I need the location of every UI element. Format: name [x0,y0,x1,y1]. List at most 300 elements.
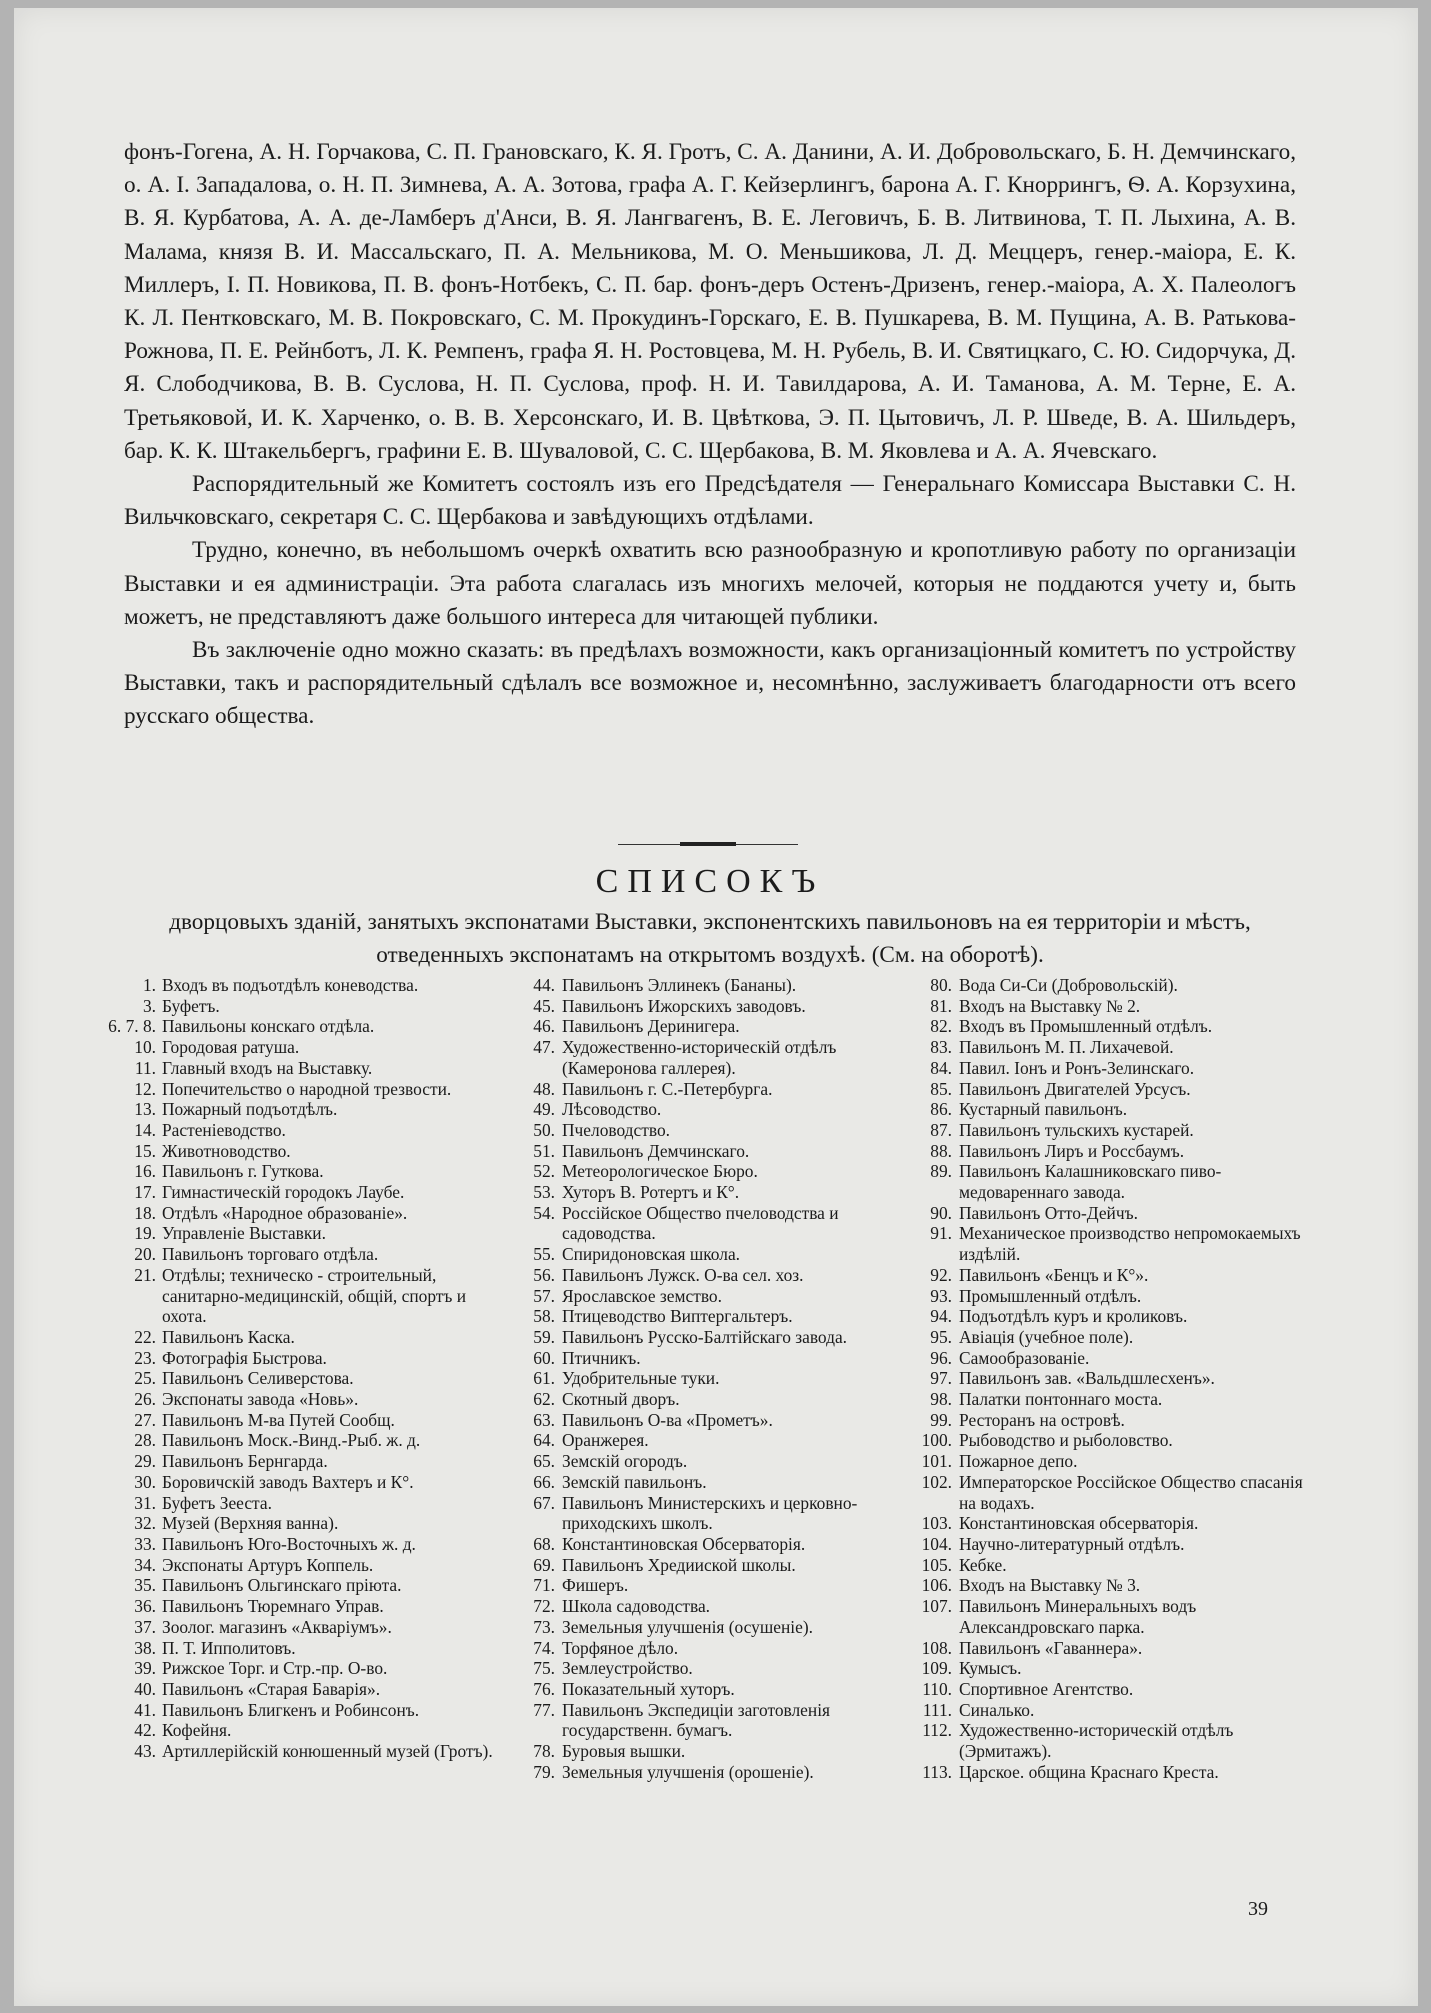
list-item-number: 106. [921,1575,952,1596]
list-item [106,1679,506,1700]
list-item-number: 51. [533,1140,555,1161]
list-item-text: Палатки понтоннаго моста. [959,1389,1163,1410]
list-item-text: Входъ на Выставку № 2. [959,995,1141,1016]
list-item [106,1493,506,1514]
list-item-text: Павильонъ тульскихъ кустарей. [959,1119,1194,1140]
list-item-text: Константиновская Обсерваторія. [562,1533,806,1554]
list-item-number: 89. [930,1161,952,1182]
list-item [106,975,506,996]
list-item [515,1368,905,1389]
list-item-number: 20. [134,1244,156,1265]
list-column-1 [106,975,506,1762]
list-item-text: Метеорологическое Бюро. [562,1161,758,1182]
list-item-number: 61. [533,1368,555,1389]
list-item-text: Синалько. [959,1699,1035,1720]
list-item-text: Научно-литературный отдѣлъ. [959,1533,1185,1554]
list-item [106,1079,506,1100]
section-separator [618,842,798,848]
list-item-number: 66. [533,1471,555,1492]
list-item [515,1534,905,1555]
list-item-number: 69. [533,1554,555,1575]
list-item-number: 77. [533,1699,555,1720]
list-item-number: 29. [134,1451,156,1472]
list-item [515,1306,905,1327]
list-item-number: 76. [533,1678,555,1699]
list-item [515,1658,905,1679]
list-item-text: Гимнастическій городокъ Лаубе. [162,1182,405,1203]
list-item [912,1265,1308,1286]
list-item-number: 36. [134,1596,156,1617]
list-item-number: 56. [533,1264,555,1285]
list-item-text: Павильонъ г. Гуткова. [162,1161,324,1182]
list-item-number: 50. [533,1119,555,1140]
list-item-number: 30. [134,1471,156,1492]
list-item-number: 12. [134,1078,156,1099]
list-item-text: Павильонъ Лиръ и Россбаумъ. [959,1140,1185,1161]
list-item-text: Павильонъ Моск.-Винд.-Рыб. ж. д. [162,1430,421,1451]
list-item [106,996,506,1017]
list-item-number: 79. [533,1761,555,1782]
list-item [515,1203,905,1244]
list-item-text: Главный входъ на Выставку. [162,1057,373,1078]
list-item-text: Павильонъ г. С.-Петербурга. [562,1078,773,1099]
list-item [106,1348,506,1369]
list-item-number: 91. [930,1223,952,1244]
list-item-number: 112. [922,1720,952,1741]
list-item [106,1016,506,1037]
list-item-text: Павильонъ Лужск. О-ва сел. хоз. [562,1264,804,1285]
list-item-text: Павильонъ «Бенцъ и К°». [959,1264,1149,1285]
list-item [106,1182,506,1203]
list-item-number: 75. [533,1658,555,1679]
list-item-number: 6. 7. 8. [108,1016,156,1037]
list-item-number: 37. [134,1616,156,1637]
list-item [912,1555,1308,1576]
list-item-number: 80. [930,975,952,995]
list-item-text: Павильонъ Экспедиціи заготовленія государственн. бумагъ. [562,1699,831,1741]
list-item-number: 57. [533,1285,555,1306]
list-item [912,1306,1308,1327]
list-item [515,1493,905,1534]
list-item-number: 10. [134,1037,156,1058]
list-item-text: Землеустройство. [562,1658,693,1679]
list-item-text: Ресторанъ на островѣ. [959,1409,1125,1430]
list-item-text: Павильонъ Тюремнаго Управ. [162,1596,384,1617]
list-item [515,1161,905,1182]
list-item-text: Отдѣлы; техническо - строительный, санитарно-медицинскій, общій, спортъ и охота. [162,1264,467,1327]
list-item [515,1327,905,1348]
list-item-number: 107. [921,1596,952,1617]
list-item [912,1451,1308,1472]
list-item-number: 102. [921,1471,952,1492]
list-item [912,1368,1308,1389]
list-item [515,1617,905,1638]
list-item-number: 94. [930,1306,952,1327]
list-item [912,1037,1308,1058]
list-item [106,1741,506,1762]
list-item [106,1203,506,1224]
list-item [106,1451,506,1472]
list-item-text: Фишеръ. [562,1575,629,1596]
list-item-text: Павил. Іонъ и Ронъ-Зелинскаго. [959,1057,1195,1078]
list-item-number: 38. [134,1637,156,1658]
list-item-number: 44. [533,975,555,995]
list-item [106,1327,506,1348]
list-item-number: 27. [134,1409,156,1430]
list-item-number: 17. [134,1182,156,1203]
list-item [106,1472,506,1493]
list-item-text: Пожарный подъотдѣлъ. [162,1099,338,1120]
list-item [912,1638,1308,1659]
page-number: 39 [1248,1898,1268,1920]
list-item [515,1099,905,1120]
list-item-text: Животноводство. [162,1140,291,1161]
list-item-number: 93. [930,1285,952,1306]
list-item-text: Авіація (учебное поле). [959,1326,1134,1347]
list-column-2 [515,975,905,1782]
list-item [515,1575,905,1596]
list-item-text: Земельныя улучшенія (осушеніе). [562,1616,813,1637]
list-item-number: 11. [134,1057,156,1078]
list-item-number: 110. [922,1678,952,1699]
list-item-number: 64. [533,1430,555,1451]
list-item-number: 68. [533,1533,555,1554]
list-item-number: 1. [142,975,156,995]
list-item [515,1079,905,1100]
list-item-number: 16. [134,1161,156,1182]
list-item-text: Экспонаты завода «Новь». [162,1389,359,1410]
list-item-number: 67. [533,1492,555,1513]
list-item [515,996,905,1017]
list-item [515,1451,905,1472]
list-item-text: Рыбоводство и рыболовство. [959,1430,1173,1451]
list-item [912,1120,1308,1141]
paragraph-committee: Распорядительный же Комитетъ состоялъ изъ его Предсѣдателя — Генеральнаго Комиссара Выставки С. Н. Вильчковскаго, секретаря С. С. Щербакова и завѣдующихъ отдѣлами. [124,471,1296,531]
list-item-number: 88. [930,1140,952,1161]
list-item-number: 90. [930,1202,952,1223]
list-item-text: Входъ на Выставку № 3. [959,1575,1141,1596]
list-item [106,1037,506,1058]
list-item-number: 81. [930,995,952,1016]
list-item-text: Художественно-историческій отдѣлъ (Эрмитажъ). [959,1720,1234,1762]
list-item [912,1079,1308,1100]
list-title: СПИСОКЪ [595,863,825,900]
list-item-text: Вода Си-Си (Добровольскій). [959,975,1178,995]
list-item [515,1348,905,1369]
list-item [912,1099,1308,1120]
list-item [912,1658,1308,1679]
list-item [912,1348,1308,1369]
list-item-number: 23. [134,1347,156,1368]
list-item-text: Спиридоновская школа. [562,1244,741,1265]
list-item [515,1555,905,1576]
list-item-text: Павильонъ «Старая Баварія». [162,1678,381,1699]
list-item-number: 28. [134,1430,156,1451]
list-item [106,1720,506,1741]
list-item-text: Павильонъ О-ва «Прометъ». [562,1409,773,1430]
list-item-text: Боровичскій заводъ Вахтеръ и К°. [162,1471,414,1492]
list-item-number: 43. [134,1741,156,1762]
list-item-text: Кустарный павильонъ. [959,1099,1128,1120]
list-item-number: 78. [533,1741,555,1762]
list-item [515,1141,905,1162]
list-item [515,1472,905,1493]
list-item [106,1141,506,1162]
list-item [106,1223,506,1244]
list-item [515,1037,905,1078]
list-item [106,1099,506,1120]
list-column-3 [912,975,1308,1782]
list-item-number: 87. [930,1119,952,1140]
list-item-number: 14. [134,1119,156,1140]
list-item-text: Павильонъ Министерскихъ и церковно-приходскихъ школъ. [562,1492,858,1534]
list-item-number: 98. [930,1389,952,1410]
list-item-number: 39. [134,1658,156,1679]
list-item [912,1327,1308,1348]
list-item-number: 65. [533,1451,555,1472]
list-item [106,1389,506,1410]
list-item [106,1513,506,1534]
list-item [912,975,1308,996]
list-item-number: 95. [930,1326,952,1347]
list-item-text: Константиновская обсерваторія. [959,1513,1199,1534]
list-item [515,1679,905,1700]
list-item-text: Промышленный отдѣлъ. [959,1285,1142,1306]
list-item-number: 71. [533,1575,555,1596]
list-item [515,1410,905,1431]
list-item-text: Механическое производство непромокаемыхъ издѣлій. [959,1223,1301,1265]
list-item-text: Павильонъ М-ва Путей Сообщ. [162,1409,395,1430]
list-item [515,1638,905,1659]
list-item-number: 15. [134,1140,156,1161]
list-item-text: Россійское Общество пчеловодства и садоводства. [562,1202,839,1244]
list-item [515,1182,905,1203]
list-item-number: 62. [533,1389,555,1410]
list-item-number: 53. [533,1182,555,1203]
list-item-number: 47. [533,1037,555,1058]
list-item-text: Городовая ратуша. [162,1037,300,1058]
list-item-text: Буфетъ Зееста. [162,1492,272,1513]
list-item-text: Павильонъ М. П. Лихачевой. [959,1037,1174,1058]
list-item-number: 113. [922,1761,952,1782]
list-item-text: Школа садоводства. [562,1596,711,1617]
separator-thick-line [680,842,736,846]
list-item-text: Павильонъ Минеральныхъ водъ Александровскаго парка. [959,1596,1197,1637]
list-item-number: 111. [922,1699,952,1720]
list-item [515,1286,905,1307]
list-item-text: Павильонъ Деринигера. [562,1016,740,1037]
list-item-number: 41. [134,1699,156,1720]
list-item-text: Рижское Торг. и Стр.-пр. О-во. [162,1658,388,1679]
list-item-number: 48. [533,1078,555,1099]
list-item [106,1410,506,1431]
list-item-number: 63. [533,1409,555,1430]
list-item [106,1658,506,1679]
list-item-text: Скотный дворъ. [562,1389,680,1410]
list-item-text: Царское. община Краснаго Креста. [959,1761,1219,1782]
list-item-number: 96. [930,1347,952,1368]
list-item-number: 25. [134,1368,156,1389]
list-item-text: Павильонъ Бернгарда. [162,1451,328,1472]
list-item [106,1617,506,1638]
list-item-text: Попечительство о народной трезвости. [162,1078,452,1099]
list-item [515,975,905,996]
list-item-text: П. Т. Ипполитовъ. [162,1637,296,1658]
list-item-number: 83. [930,1037,952,1058]
list-item-number: 32. [134,1513,156,1534]
list-item-text: Павильонъ «Гаваннера». [959,1637,1143,1658]
list-item-text: Павильонъ Юго-Восточныхъ ж. д. [162,1533,416,1554]
body-text [124,136,1296,734]
paragraph-work: Трудно, конечно, въ небольшомъ очеркѣ охватить всю разнообразную и кропотливую работу по организаціи Выставки и ея администраціи. Эта работа слагалась изъ многихъ мелочей, которыя не поддаются учету и, быть можетъ, не представляютъ даже большого интереса для читающей публики. [124,537,1296,630]
list-item [912,1430,1308,1451]
list-item-number: 46. [533,1016,555,1037]
list-item-number: 84. [930,1057,952,1078]
list-item [515,1389,905,1410]
list-item-number: 101. [921,1451,952,1472]
list-item [106,1244,506,1265]
list-item [912,1016,1308,1037]
list-item-number: 42. [134,1720,156,1741]
list-item-text: Павильонъ Ижорскихъ заводовъ. [562,995,806,1016]
list-item-text: Павильонъ Калашниковскаго пиво-медовареннаго завода. [959,1161,1222,1203]
list-item-text: Павильонъ Ольгинскаго пріюта. [162,1575,402,1596]
list-item-text: Павильонъ Селиверстова. [162,1368,354,1389]
list-item [106,1700,506,1721]
list-item-number: 18. [134,1202,156,1223]
list-item-number: 73. [533,1616,555,1637]
list-item-text: Художественно-историческій отдѣлъ (Камеронова галлерея). [562,1037,837,1078]
list-item-text: Спортивное Агентство. [959,1678,1134,1699]
list-item-text: Входъ въ Промышленный отдѣлъ. [959,1016,1213,1037]
list-item-number: 26. [134,1389,156,1410]
list-item-text: Павильонъ зав. «Вальдшлесхенъ». [959,1368,1215,1389]
list-item-text: Императорское Россійское Общество спасанія на водахъ. [959,1471,1303,1513]
list-item [912,996,1308,1017]
list-item [106,1430,506,1451]
list-item [515,1430,905,1451]
list-item-number: 13. [134,1099,156,1120]
list-item-text: Павильонъ Демчинскаго. [562,1140,750,1161]
list-item-number: 58. [533,1306,555,1327]
list-item [106,1638,506,1659]
list-item-text: Павильонъ Хредииской школы. [562,1554,796,1575]
list-item-text: Земскій павильонъ. [562,1471,707,1492]
list-item [106,1534,506,1555]
list-item-text: Хуторъ В. Ротертъ и К°. [562,1182,740,1203]
list-item-text: Птицеводство Виптергальтеръ. [562,1306,793,1327]
list-item-text: Павильоны конскаго отдѣла. [162,1016,375,1037]
list-item [912,1203,1308,1224]
list-item-text: Буфетъ. [162,995,220,1016]
list-item-number: 59. [533,1326,555,1347]
list-item-number: 31. [134,1492,156,1513]
list-item-text: Зоолог. магазинъ «Акваріумъ». [162,1616,392,1637]
list-item [515,1120,905,1141]
list-item [515,1596,905,1617]
list-item-text: Павильонъ Блигкенъ и Робинсонъ. [162,1699,420,1720]
list-item-number: 86. [930,1099,952,1120]
list-item-number: 99. [930,1409,952,1430]
list-item-number: 105. [921,1554,952,1575]
list-item-text: Фотографія Быстрова. [162,1347,327,1368]
list-item-text: Растеніеводство. [162,1119,286,1140]
list-item [106,1555,506,1576]
list-item-text: Музей (Верхняя ванна). [162,1513,339,1534]
list-item-text: Оранжерея. [562,1430,649,1451]
list-item [912,1513,1308,1534]
list-item [515,1700,905,1741]
list-item-number: 40. [134,1678,156,1699]
list-item [912,1534,1308,1555]
list-item [106,1058,506,1079]
list-item [912,1700,1308,1721]
list-item [106,1575,506,1596]
list-item-text: Земскій огородъ. [562,1451,688,1472]
list-item-text: Отдѣлъ «Народное образованіе». [162,1202,408,1223]
list-item-number: 49. [533,1099,555,1120]
list-item [515,1244,905,1265]
list-item-number: 100. [921,1430,952,1451]
list-item-text: Павильонъ Русско-Балтійскаго завода. [562,1326,848,1347]
list-item-text: Удобрительные туки. [562,1368,720,1389]
list-item [912,1596,1308,1637]
list-item-text: Артиллерійскій конюшенный музей (Гротъ). [162,1741,493,1762]
list-item [106,1265,506,1327]
list-item-text: Пчеловодство. [562,1119,670,1140]
list-item-text: Павильонъ Каска. [162,1326,295,1347]
list-item-text: Лѣсоводство. [562,1099,662,1120]
list-item-text: Ярославское земство. [562,1285,722,1306]
list-item-number: 82. [930,1016,952,1037]
list-item [912,1720,1308,1761]
list-item-number: 74. [533,1637,555,1658]
list-item-number: 19. [134,1223,156,1244]
list-item-text: Птичникъ. [562,1347,641,1368]
list-item-text: Кумысъ. [959,1658,1022,1679]
list-item [106,1368,506,1389]
list-item [912,1762,1308,1783]
list-item-number: 104. [921,1533,952,1554]
list-item-text: Экспонаты Артуръ Коппель. [162,1554,374,1575]
list-item-number: 35. [134,1575,156,1596]
list-item [912,1058,1308,1079]
list-item-number: 97. [930,1368,952,1389]
list-item-number: 103. [921,1513,952,1534]
list-item-number: 92. [930,1264,952,1285]
list-item-number: 22. [134,1326,156,1347]
list-item-text: Павильонъ Отто-Дейчъ. [959,1202,1138,1223]
list-item-text: Павильонъ торговаго отдѣла. [162,1244,379,1265]
list-item [106,1596,506,1617]
list-item-number: 60. [533,1347,555,1368]
list-item-number: 34. [134,1554,156,1575]
list-item-text: Кофейня. [162,1720,232,1741]
list-item-number: 3. [142,995,156,1016]
list-item-number: 52. [533,1161,555,1182]
list-item-number: 109. [921,1658,952,1679]
list-item-number: 45. [533,995,555,1016]
list-item-number: 72. [533,1596,555,1617]
list-item [912,1161,1308,1202]
list-item-text: Самообразованіе. [959,1347,1090,1368]
list-item [912,1679,1308,1700]
list-item [912,1410,1308,1431]
list-item-text: Показательный хуторъ. [562,1678,735,1699]
list-item [912,1472,1308,1513]
list-item [106,1120,506,1141]
paragraph-names: фонъ-Гогена, А. Н. Горчакова, С. П. Грановскаго, К. Я. Гротъ, С. А. Данини, А. И. Добровольскаго, Б. Н. Демчинскаго, о. А. І. Западалова, о. Н. П. Зимнева, А. А. Зотова, графа А. Г. Кейзерлингъ, барона А. Г. Кноррингъ, Ѳ. А. Корзухина, В. Я. Курбатова, А. А. де-Ламберъ д'Анси, В. Я. Лангвагенъ, В. Е. Леговичъ, Б. В. Литвинова, Т. П. Лыхина, А. В. Малама, князя В. И. Массальскаго, П. А. Мельникова, М. О. Меньшикова, Л. Д. Меццеръ, генер.-маіора, Е. К. Миллеръ, І. П. Новикова, П. В. фонъ-Нотбекъ, С. П. бар. фонъ-деръ Остенъ-Дризенъ, генер.-маіора, А. Х. Палеологъ К. Л. Пентковскаго, М. В. Покровскаго, С. М. Прокудинъ-Горскаго, Е. В. Пушкарева, В. М. Пущина, А. В. Ратькова-Рожнова, П. Е. Рейнботъ, Л. К. Ремпенъ, графа Я. Н. Ростовцева, М. Н. Рубель, В. И. Святицкаго, С. Ю. Сидорчука, Д. Я. Слободчикова, В. В. Суслова, Н. П. Суслова, проф. Н. И. Тавилдарова, А. И. Таманова, А. М. Терне, Е. А. Третьяковой, И. К. Харченко, о. В. В. Херсонскаго, И. В. Цвѣткова, Э. П. Цытовичъ, Л. Р. Шведе, В. А. Шильдеръ, бар. К. К. Штакельбергъ, графини Е. В. Шуваловой, С. С. Щербакова, В. М. Яковлева и А. А. Ячевскаго. [124,139,1296,464]
